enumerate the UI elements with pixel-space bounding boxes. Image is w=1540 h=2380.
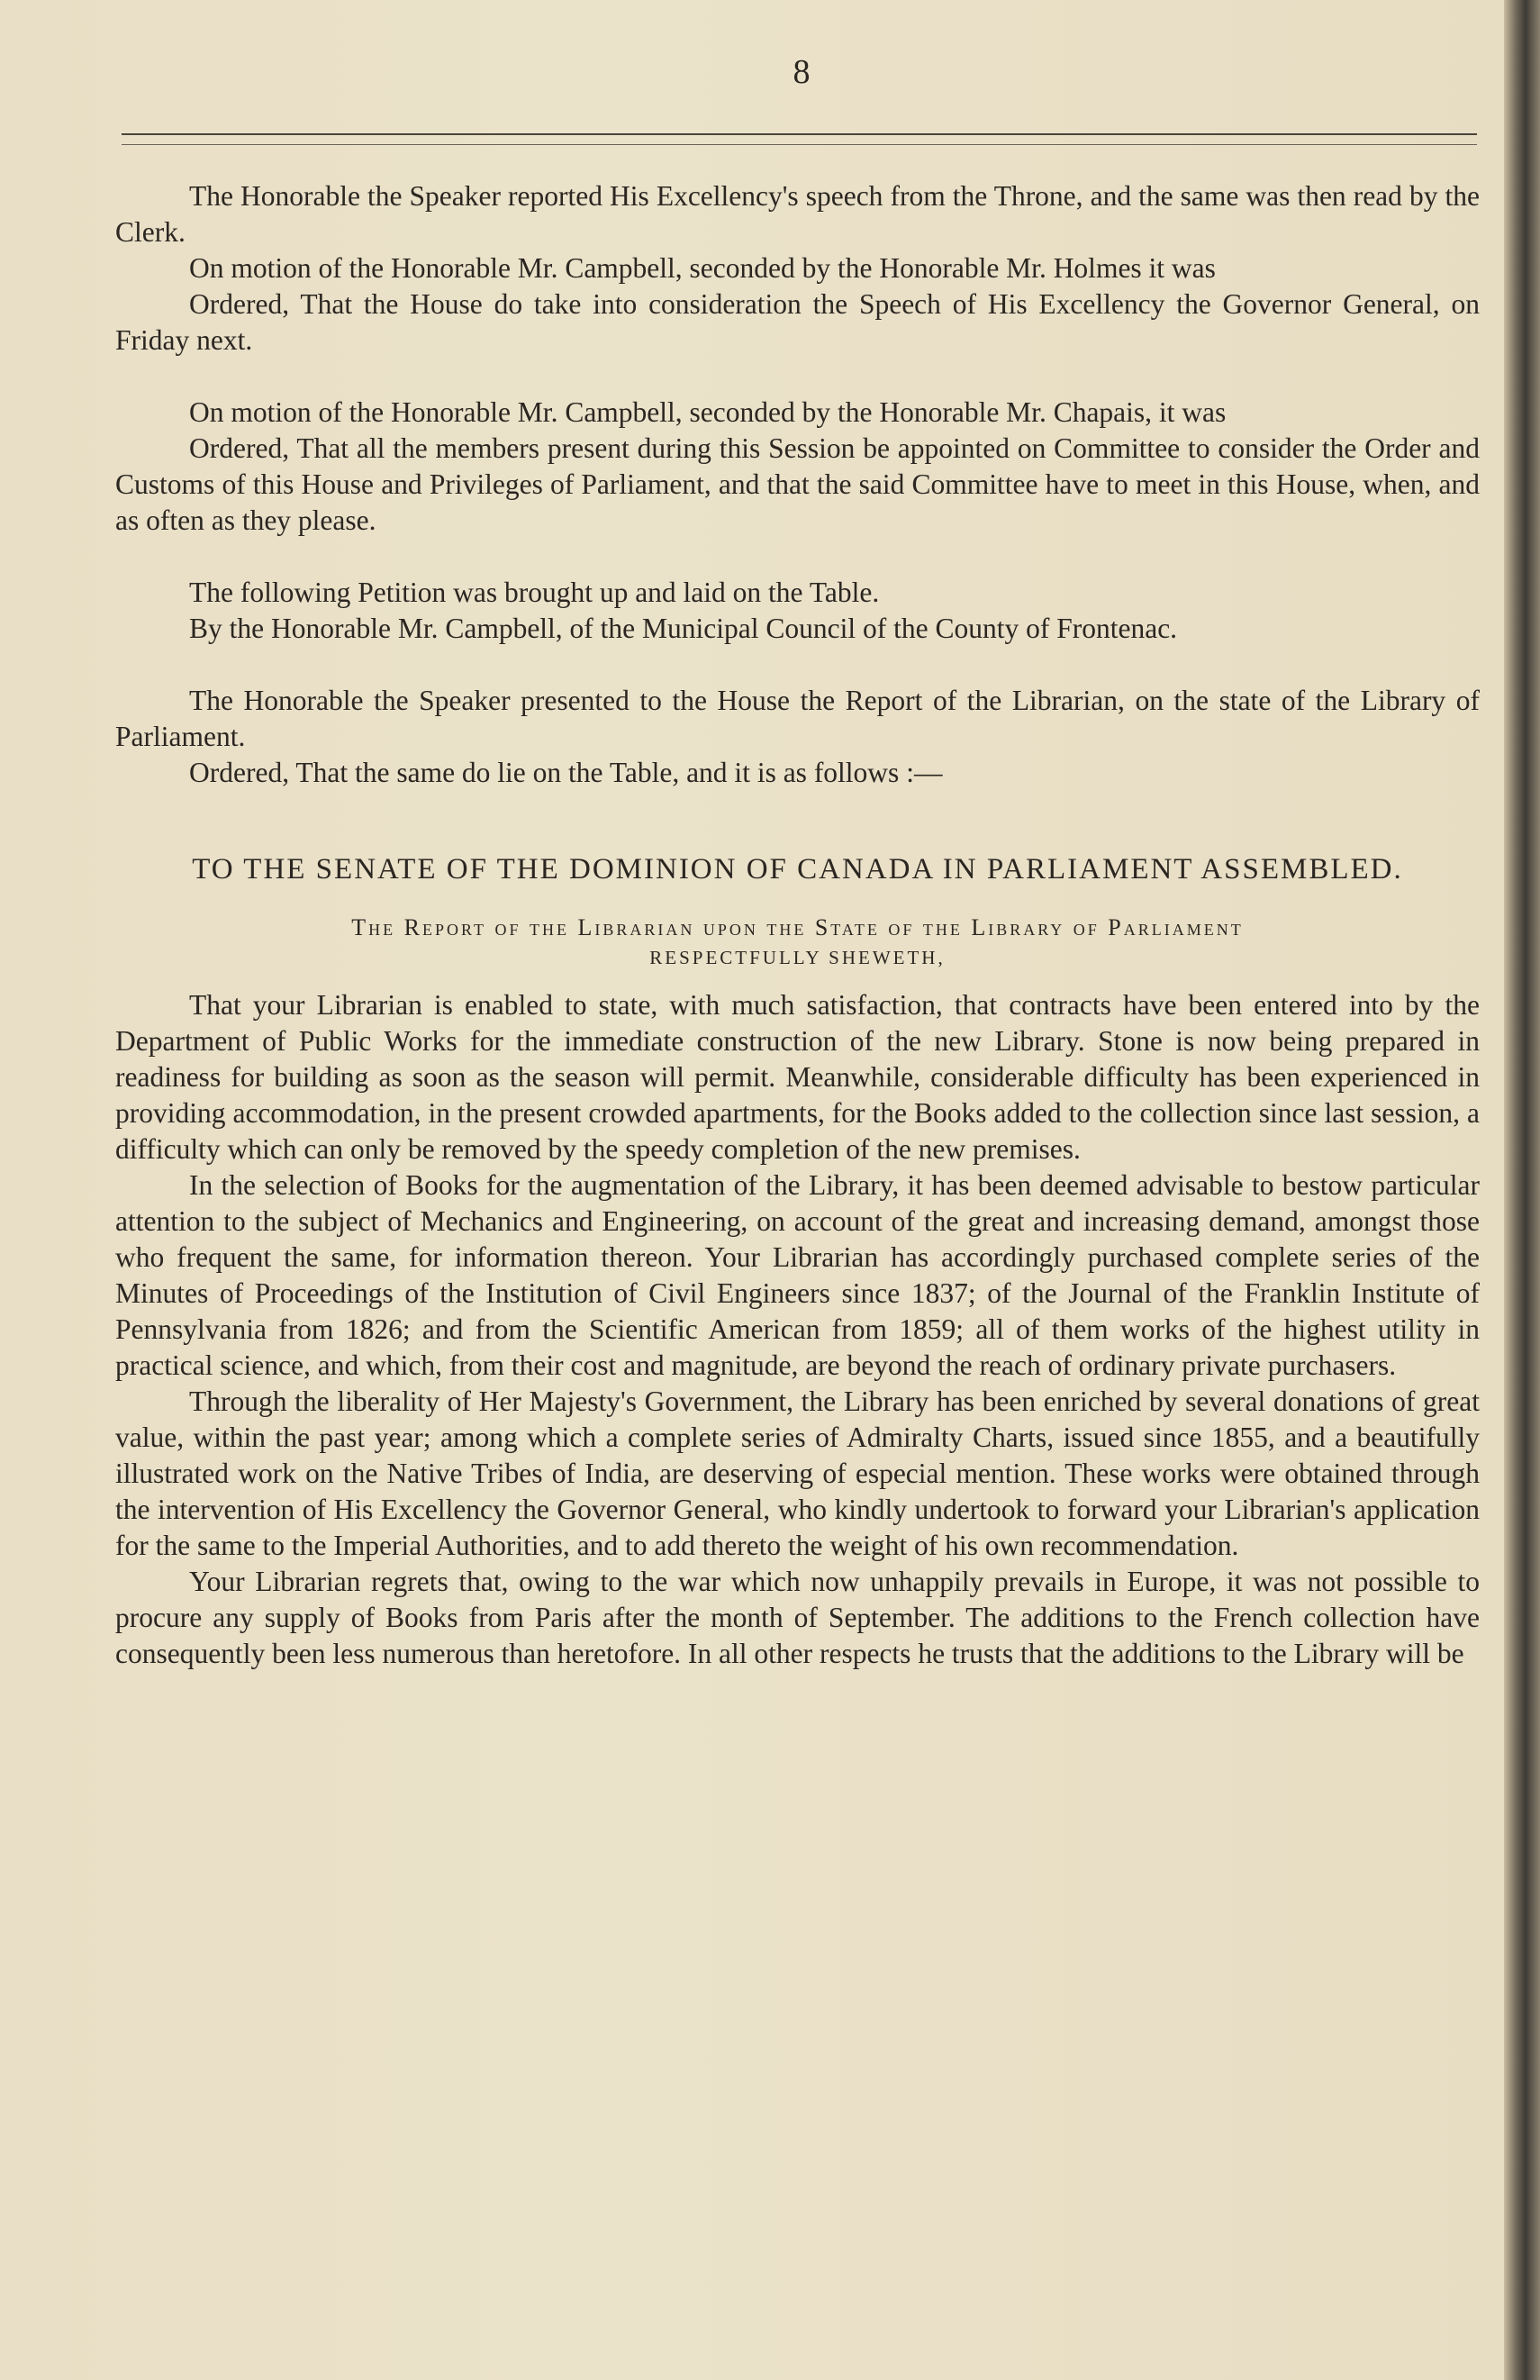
paragraph: Ordered, That all the members present during this Session be appointed on Committee to consider the Order and Customs of this House and Privileges of Parliament, and that the said Committee have to meet in this House, when, and as often as they please. — [115, 432, 1480, 536]
paragraph: The following Petition was brought up and laid on the Table. — [189, 577, 880, 608]
body-text — [115, 178, 1480, 1672]
paragraph: By the Honorable Mr. Campbell, of the Municipal Council of the County of Frontenac. — [189, 613, 1178, 644]
report-paragraph: Through the liberality of Her Majesty's Government, the Library has been enriched by several donations of great value, within the past year; among which a complete series of Admiralty Charts, issued since 1855, and a beautifully illustrated work on the Native Tribes of India, are deserving of especial mention. These works were obtained through the intervention of His Excellency the Governor General, who kindly undertook to forward your Librarian's application for the same to the Imperial Authorities, and to add thereto the weight of his own recommendation. — [115, 1385, 1480, 1561]
report-subheading-2: RESPECTFULLY SHEWETH, — [649, 947, 946, 968]
paragraph: The Honorable the Speaker reported His Excellency's speech from the Throne, and the same was then read by the Clerk. — [115, 180, 1480, 248]
binding-edge — [1504, 0, 1540, 2380]
report-subheading: The Report of the Librarian upon the State of the Library of Parliament — [351, 914, 1244, 940]
header-rule-thin — [122, 144, 1477, 145]
paragraph: Ordered, That the House do take into consideration the Speech of His Excellency the Governor General, on Friday next. — [115, 288, 1480, 356]
paragraph: On motion of the Honorable Mr. Campbell, seconded by the Honorable Mr. Chapais, it was — [189, 396, 1227, 428]
report-paragraph: In the selection of Books for the augmentation of the Library, it has been deemed advisable to bestow particular attention to the subject of Mechanics and Engineering, on account of the great and increasing demand, amongst those who frequent the same, for information thereon. Your Librarian has accordingly purchased complete series of the Minutes of Proceedings of the Institution of Civil Engineers since 1837; of the Journal of the Franklin Institute of Pennsylvania from 1826; and from the Scientific American from 1859; all of them works of the highest utility in practical science, and which, from their cost and magnitude, are beyond the reach of ordinary private purchasers. — [115, 1169, 1480, 1381]
paragraph: The Honorable the Speaker presented to the House the Report of the Librarian, on the state of the Library of Parliament. — [115, 685, 1480, 752]
paragraph: Ordered, That the same do lie on the Table, and it is as follows :— — [189, 757, 943, 788]
paragraph: On motion of the Honorable Mr. Campbell, seconded by the Honorable Mr. Holmes it was — [189, 252, 1216, 284]
page-number: 8 — [793, 53, 811, 91]
report-paragraph: That your Librarian is enabled to state, with much satisfaction, that contracts have been entered into by the Department of Public Works for the immediate construction of the new Library. Stone is now being prepared in readiness for building as soon as the season will permit. Meanwhile, considerable difficulty has been experienced in providing accommodation, in the present crowded apartments, for the Books added to the collection since last session, a difficulty which can only be removed by the speedy completion of the new premises. — [115, 989, 1480, 1165]
header-rule — [122, 133, 1477, 135]
report-paragraph: Your Librarian regrets that, owing to the war which now unhappily prevails in Europe, it was not possible to procure any supply of Books from Paris after the month of September. The additions to the French collection have consequently been less numerous than heretofore. In all other respects he trusts that the additions to the Library will be — [115, 1566, 1480, 1669]
report-heading: TO THE SENATE OF THE DOMINION OF CANADA IN PARLIAMENT ASSEMBLED. — [192, 853, 1403, 886]
